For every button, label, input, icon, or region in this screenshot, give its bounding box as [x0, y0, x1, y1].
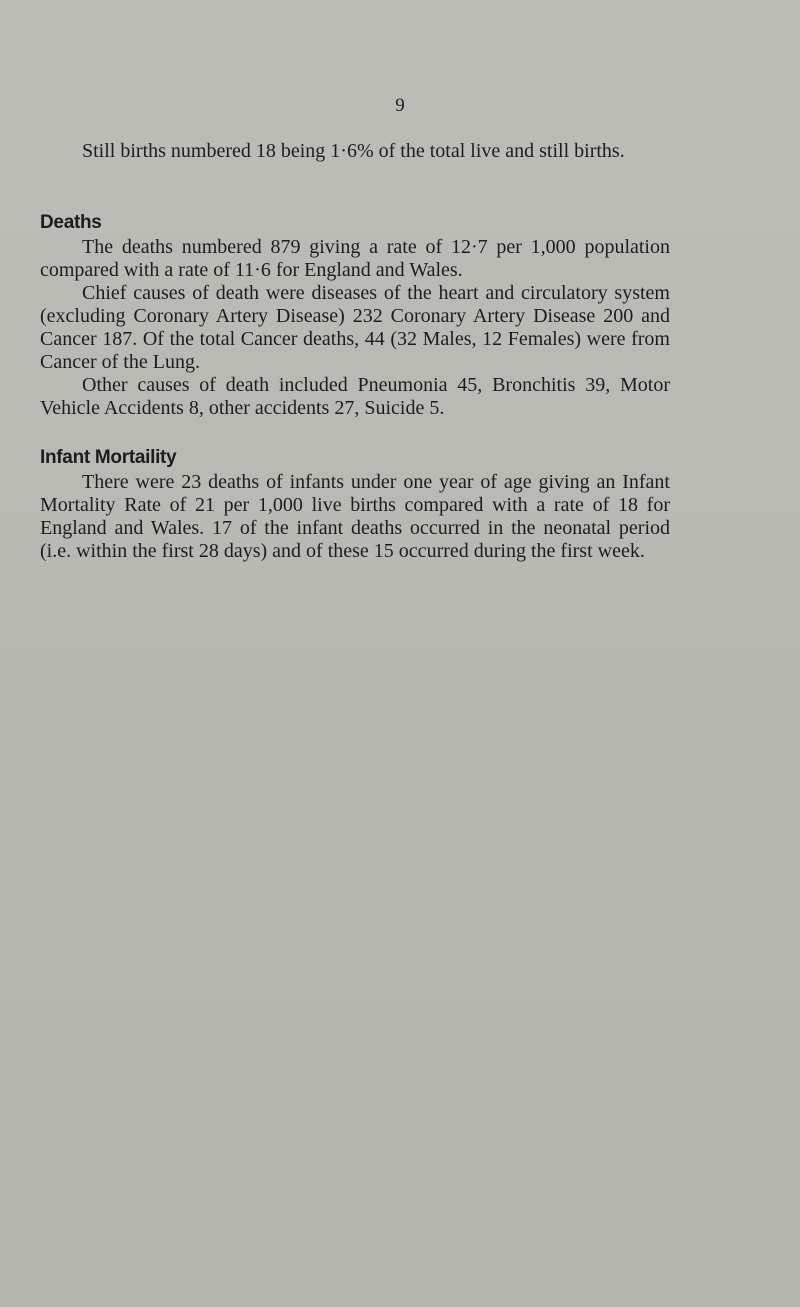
- document-body: [40, 140, 670, 563]
- deaths-heading: Deaths: [40, 212, 102, 233]
- deaths-paragraph-causes: Chief causes of death were diseases of the heart and circulatory system (excluding Coronary Artery Disease) 232 Coronary Artery Disease 200 and Cancer 187. Of the total Cancer deaths, 44 (32 Males, 12 Females) were from Cancer of the Lung.: [40, 282, 670, 373]
- page-number: 9: [395, 95, 405, 116]
- infant-mortality-heading: Infant Mortaility: [40, 447, 177, 468]
- still-births-paragraph: Still births numbered 18 being 1·6% of the total live and still births.: [82, 140, 625, 162]
- deaths-paragraph-rate: The deaths numbered 879 giving a rate of 12·7 per 1,000 population compared with a rate of 11·6 for England and Wales.: [40, 236, 670, 281]
- infant-mortality-paragraph: There were 23 deaths of infants under one year of age giving an Infant Mortality Rate of 21 per 1,000 live births compared with a rate of 18 for England and Wales. 17 of the infant deaths occurred in the neonatal period (i.e. within the first 28 days) and of these 15 occurred during the first week.: [40, 471, 670, 562]
- deaths-paragraph-other-causes: Other causes of death included Pneumonia 45, Bronchitis 39, Motor Vehicle Accidents 8, other accidents 27, Suicide 5.: [40, 374, 670, 419]
